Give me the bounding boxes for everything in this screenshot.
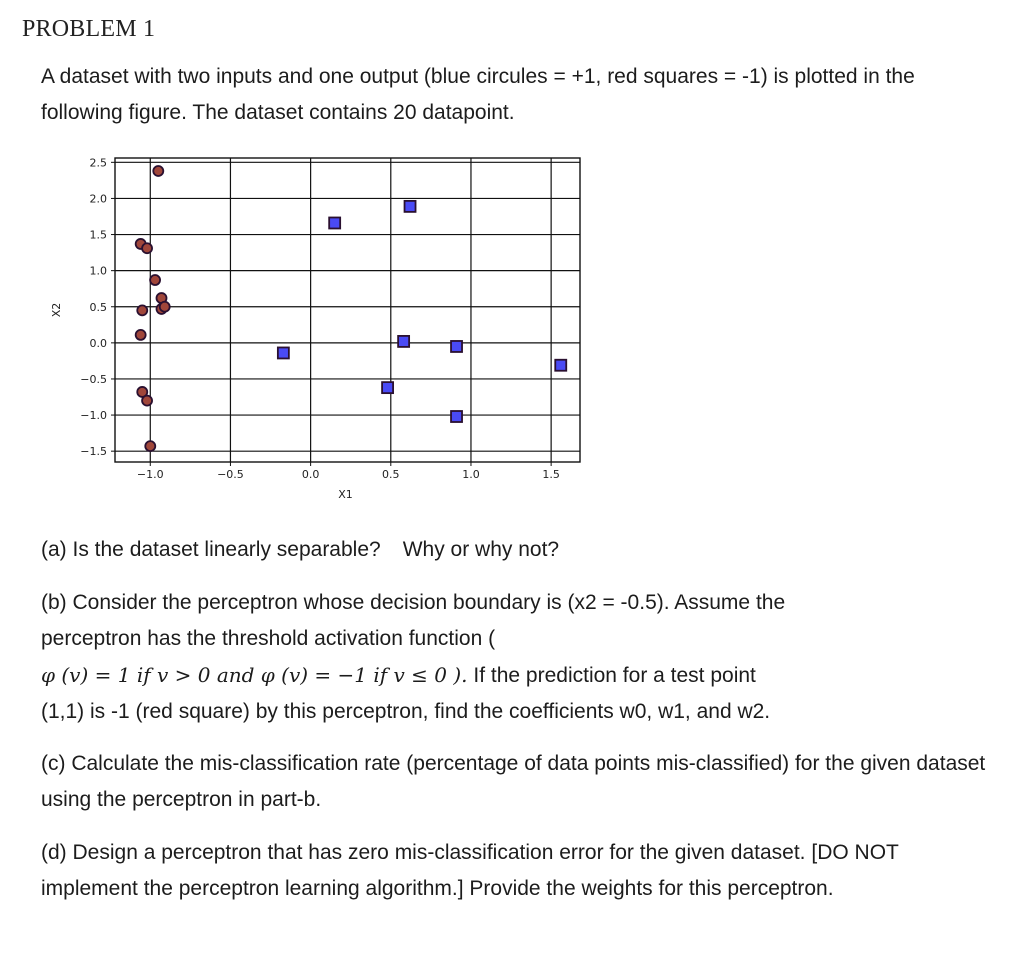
x-tick-label: −1.0 [136,468,164,481]
plot-grid [115,158,580,462]
axis-ticks [80,156,560,481]
question-a-part2: Why or why not? [402,538,560,561]
y-tick-label: −1.0 [80,409,107,423]
activation-formula: φ (v) = 1 if v > 0 and φ (v) = −1 if v ≤ 0 ). [41,663,468,687]
y-tick-label: 0.5 [89,300,107,314]
y-tick-label: 0.0 [89,336,107,350]
y-tick-label: −1.5 [80,445,107,459]
question-c: (c) Calculate the mis-classification rate (percentage of data points mis-classified) for the given dataset using the perceptron in part-b. [41,752,986,811]
circle-point [137,305,147,315]
square-point [382,382,393,393]
question-b-line3 [41,657,1001,694]
x-tick-label: 1.5 [542,468,560,481]
square-point [405,201,416,212]
question-b [41,585,1001,730]
y-tick-label: −0.5 [80,372,107,386]
circle-point [142,396,152,406]
data-points [136,166,567,451]
problem-title: PROBLEM 1 [22,16,156,42]
circle-point [142,243,152,253]
y-axis-label: X2 [50,302,63,318]
x-tick-label: 0.0 [301,468,320,481]
y-tick-label: 2.0 [89,192,107,206]
y-tick-label: 1.5 [89,228,107,242]
x-tick-label: 0.5 [382,468,400,481]
question-b-line3-rest: If the prediction for a test point [467,664,756,687]
question-a [41,532,559,568]
question-b-line4: (1,1) is -1 (red square) by this perceptron, find the coefficients w0, w1, and w2. [41,700,771,723]
plot-frame [115,158,580,462]
square-point [278,347,289,358]
problem-intro: A dataset with two inputs and one output (blue circules = +1, red squares = -1) is plotted in the following figure. The dataset contains 20 datapoint. [41,65,915,124]
square-point [451,341,462,352]
circle-point [153,166,163,176]
square-point [451,411,462,422]
question-d: (d) Design a perceptron that has zero mis-classification error for the given dataset. [DO NOT implement the perceptron learning algorithm.] Provide the weights for this perceptron. [41,841,899,900]
circle-point [150,275,160,285]
y-tick-label: 2.5 [89,156,107,170]
circle-point [145,441,155,451]
question-b-line1: (b) Consider the perceptron whose decision boundary is (x2 = -0.5). Assume the [41,591,786,614]
x-axis-label: X1 [338,488,353,501]
y-tick-label: 1.0 [89,264,107,278]
square-point [329,217,340,228]
x-tick-label: 1.0 [462,468,480,481]
question-b-line2: perceptron has the threshold activation function ( [41,627,496,650]
circle-point [160,302,170,312]
scatter-plot [40,150,600,510]
square-point [398,336,409,347]
square-point [555,360,566,371]
circle-point [136,330,146,340]
x-tick-label: −0.5 [217,468,244,481]
question-a-part1: (a) Is the dataset linearly separable? [41,538,381,561]
